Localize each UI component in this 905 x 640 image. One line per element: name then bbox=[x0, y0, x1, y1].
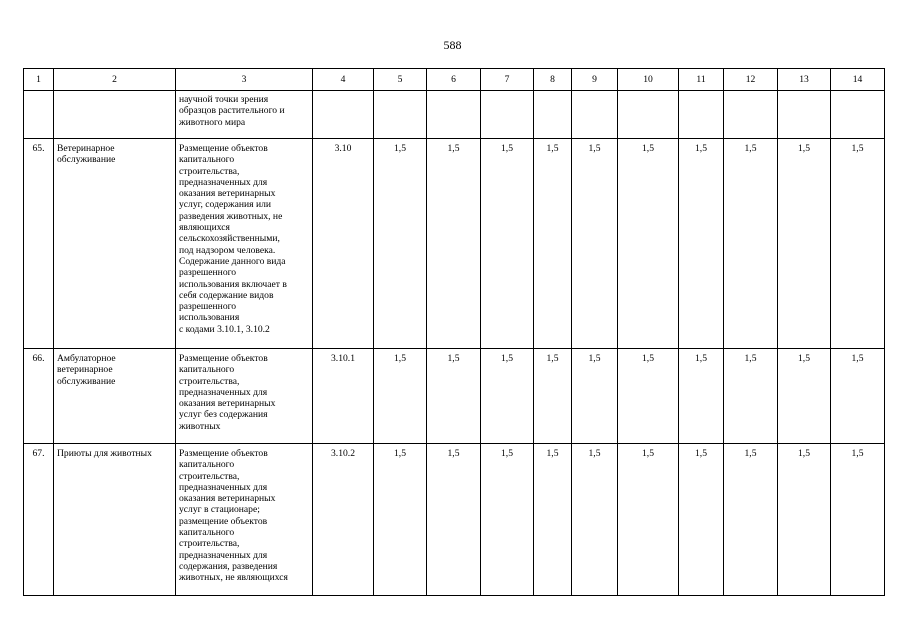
header-cell: 12 bbox=[724, 69, 778, 91]
row-value: 1,5 bbox=[481, 444, 534, 596]
header-cell: 7 bbox=[481, 69, 534, 91]
row-value: 1,5 bbox=[572, 349, 618, 444]
row-value bbox=[831, 91, 885, 139]
header-cell: 9 bbox=[572, 69, 618, 91]
row-value: 1,5 bbox=[374, 349, 427, 444]
row-name bbox=[54, 91, 176, 139]
row-value: 1,5 bbox=[481, 139, 534, 349]
row-value: 1,5 bbox=[778, 444, 831, 596]
table-row-continuation bbox=[24, 91, 885, 139]
header-cell: 6 bbox=[427, 69, 481, 91]
header-cell: 11 bbox=[679, 69, 724, 91]
row-description: Размещение объектов капитального строительства, предназначенных для оказания ветеринарных услуг в стационаре; размещение объектов капитального строительства, предназначенных для содержания, разведения животных, не являющихся bbox=[176, 444, 313, 596]
row-value: 1,5 bbox=[724, 444, 778, 596]
row-name: Приюты для животных bbox=[54, 444, 176, 596]
row-value: 1,5 bbox=[679, 139, 724, 349]
row-value: 1,5 bbox=[534, 444, 572, 596]
row-value: 1,5 bbox=[831, 349, 885, 444]
row-value: 1,5 bbox=[481, 349, 534, 444]
row-name: Ветеринарное обслуживание bbox=[54, 139, 176, 349]
row-value: 1,5 bbox=[679, 349, 724, 444]
row-value bbox=[534, 91, 572, 139]
row-name: Амбулаторное ветеринарное обслуживание bbox=[54, 349, 176, 444]
header-cell: 5 bbox=[374, 69, 427, 91]
row-number bbox=[24, 91, 54, 139]
row-value: 1,5 bbox=[374, 139, 427, 349]
page-number: 588 bbox=[443, 38, 462, 52]
row-code: 3.10.2 bbox=[313, 444, 374, 596]
row-value: 1,5 bbox=[618, 349, 679, 444]
row-description: научной точки зрения образцов растительного и животного мира bbox=[176, 91, 313, 139]
table-row-67 bbox=[24, 444, 885, 596]
row-value bbox=[374, 91, 427, 139]
row-value bbox=[572, 91, 618, 139]
row-value: 1,5 bbox=[831, 139, 885, 349]
header-cell: 10 bbox=[618, 69, 679, 91]
row-value bbox=[724, 91, 778, 139]
row-description: Размещение объектов капитального строительства, предназначенных для оказания ветеринарных услуг, содержания или разведения животных, не являющихся сельскохозяйственными, под надзором человека. Содержание данного вида разрешенного использования включает в себя содержание видов разрешенного использования с кодами 3.10.1, 3.10.2 bbox=[176, 139, 313, 349]
row-number: 67. bbox=[24, 444, 54, 596]
row-value: 1,5 bbox=[572, 139, 618, 349]
row-value: 1,5 bbox=[534, 139, 572, 349]
header-cell: 14 bbox=[831, 69, 885, 91]
table-row-65 bbox=[24, 139, 885, 349]
row-value: 1,5 bbox=[618, 444, 679, 596]
row-value bbox=[778, 91, 831, 139]
row-value: 1,5 bbox=[679, 444, 724, 596]
row-value: 1,5 bbox=[427, 139, 481, 349]
row-value bbox=[427, 91, 481, 139]
header-cell: 2 bbox=[54, 69, 176, 91]
row-value: 1,5 bbox=[831, 444, 885, 596]
row-value: 1,5 bbox=[778, 139, 831, 349]
table-row-66 bbox=[24, 349, 885, 444]
row-value bbox=[481, 91, 534, 139]
header-cell: 13 bbox=[778, 69, 831, 91]
header-cell: 3 bbox=[176, 69, 313, 91]
row-value bbox=[679, 91, 724, 139]
row-code: 3.10.1 bbox=[313, 349, 374, 444]
header-cell: 1 bbox=[24, 69, 54, 91]
row-number: 66. bbox=[24, 349, 54, 444]
row-value: 1,5 bbox=[534, 349, 572, 444]
row-code bbox=[313, 91, 374, 139]
row-number: 65. bbox=[24, 139, 54, 349]
row-code: 3.10 bbox=[313, 139, 374, 349]
zoning-table bbox=[23, 68, 885, 596]
header-cell: 4 bbox=[313, 69, 374, 91]
row-value: 1,5 bbox=[572, 444, 618, 596]
row-value: 1,5 bbox=[374, 444, 427, 596]
row-value: 1,5 bbox=[427, 349, 481, 444]
row-value bbox=[618, 91, 679, 139]
row-value: 1,5 bbox=[427, 444, 481, 596]
row-description: Размещение объектов капитального строительства, предназначенных для оказания ветеринарных услуг без содержания животных bbox=[176, 349, 313, 444]
row-value: 1,5 bbox=[778, 349, 831, 444]
row-value: 1,5 bbox=[724, 349, 778, 444]
header-cell: 8 bbox=[534, 69, 572, 91]
row-value: 1,5 bbox=[618, 139, 679, 349]
row-value: 1,5 bbox=[724, 139, 778, 349]
header-row bbox=[24, 69, 885, 91]
